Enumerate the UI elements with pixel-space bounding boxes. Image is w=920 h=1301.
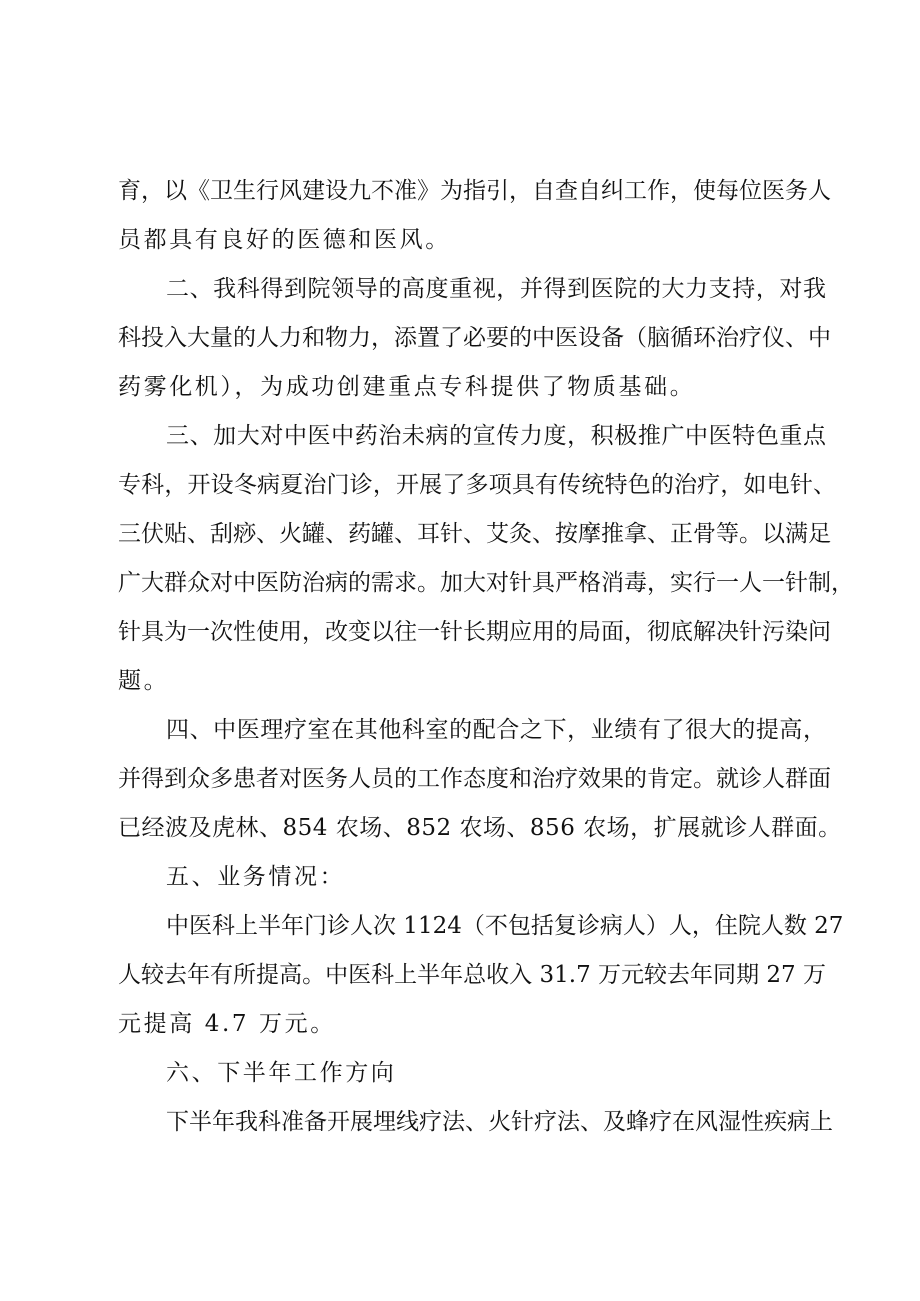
paragraph-5-line-2: 人较去年有所提高。中医科上半年总收入 31.7 万元较去年同期 27 万 [118,962,826,988]
paragraph-2-line-3: 药雾化机），为成功创建重点专科提供了物质基础。 [118,374,696,400]
paragraph-4-line-3: 已经波及虎林、854 农场、852 农场、856 农场，扩展就诊人群面。 [118,815,842,841]
paragraph-6-line-1: 下半年我科准备开展埋线疗法、火针疗法、及蜂疗在风湿性疾病上 [166,1109,833,1135]
section-heading-6: 六、下半年工作方向 [166,1060,397,1086]
paragraph-4-line-2: 并得到众多患者对医务人员的工作态度和治疗效果的肯定。就诊人群面 [118,766,831,792]
paragraph-4-line-1: 四、中医理疗室在其他科室的配合之下，业绩有了很大的提高， [166,717,826,743]
section-heading-5: 五、业务情况： [166,864,346,890]
paragraph-3-line-2: 专科，开设冬病夏治门诊，开展了多项具有传统特色的治疗，如电针、 [118,472,836,498]
paragraph-3-line-1: 三、加大对中医中药治未病的宣传力度，积极推广中医特色重点 [166,423,826,449]
paragraph-3-line-5: 针具为一次性使用，改变以往一针长期应用的局面，彻底解决针污染问 [118,619,831,645]
paragraph-1-line-2: 员都具有良好的医德和医风。 [118,227,451,253]
paragraph-5-line-1: 中医科上半年门诊人次 1124（不包括复诊病人）人，住院人数 27 [166,913,844,939]
paragraph-5-line-3: 元提高 4.7 万元。 [118,1011,336,1037]
paragraph-3-line-6: 题。 [118,668,170,694]
paragraph-1-line-1: 育，以《卫生行风建设九不准》为指引，自查自纠工作，使每位医务人 [118,178,831,204]
paragraph-2-line-2: 科投入大量的人力和物力，添置了必要的中医设备（脑循环治疗仪、中 [118,325,831,351]
paragraph-3-line-4: 广大群众对中医防治病的需求。加大对针具严格消毒，实行一人一针制， [118,570,854,596]
paragraph-3-line-3: 三伏贴、刮痧、火罐、药罐、耳针、艾灸、按摩推拿、正骨等。以满足 [118,521,831,547]
paragraph-2-line-1: 二、我科得到院领导的高度重视，并得到医院的大力支持，对我 [166,276,826,302]
